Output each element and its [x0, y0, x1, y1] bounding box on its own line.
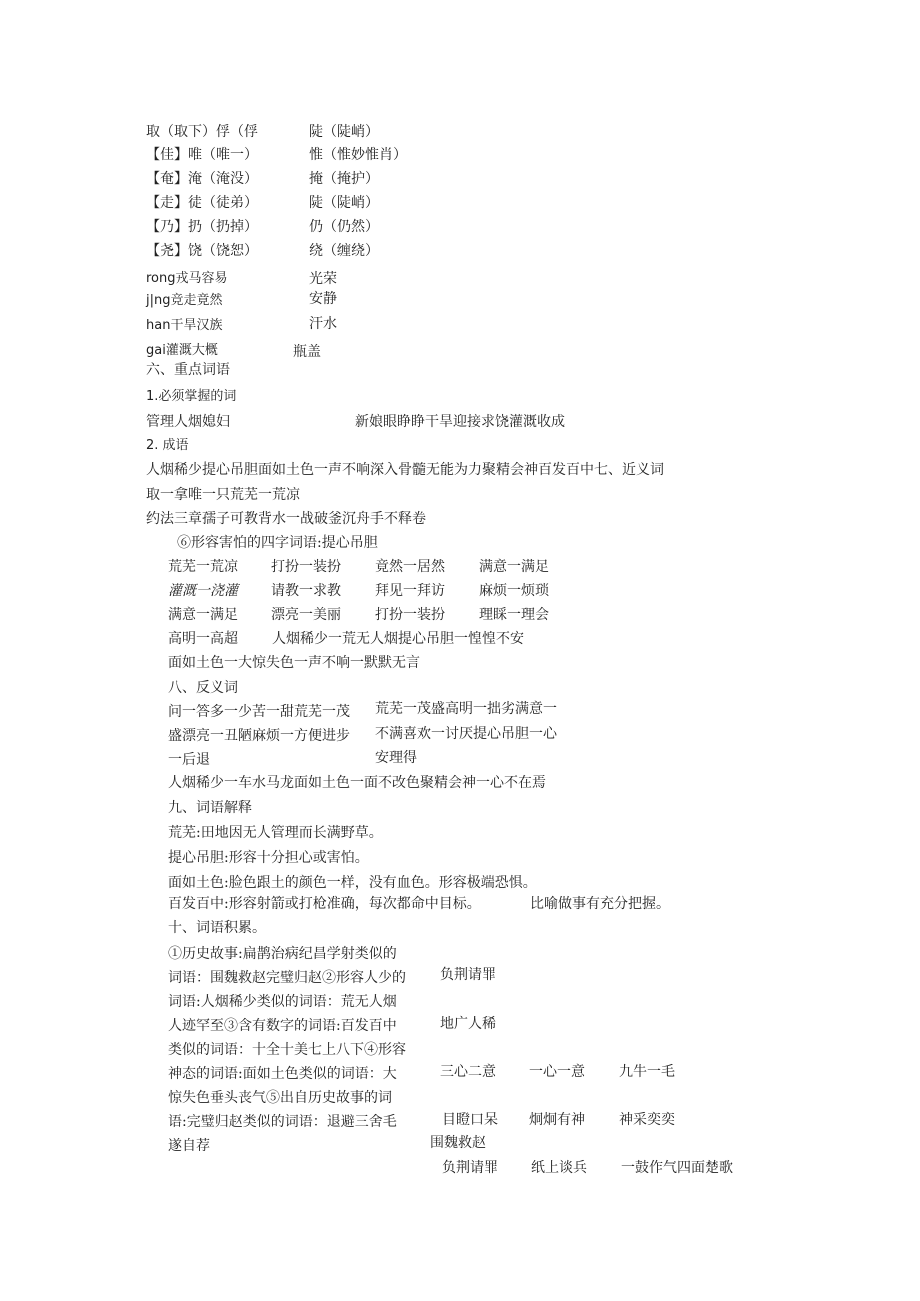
synonym-pair: 拜见一拜访: [375, 583, 445, 599]
accumulation-line-1: ①历史故事:扁鹊治病纪昌学射类似的: [168, 946, 397, 962]
extra-word: 炯炯有神: [529, 1112, 585, 1128]
section-6-sub2: 2. 成语: [146, 438, 189, 453]
accumulation-line-7: 惊失色垂头丧气⑤出自历史故事的词: [168, 1090, 392, 1106]
pair-left-3: 【奄】淹（淹没）: [146, 171, 258, 187]
synonym-pair: 荒芜一荒凉: [168, 559, 238, 575]
extra-word: 目瞪口呆: [442, 1112, 498, 1128]
definition-2: 提心吊胆:形容十分担心或害怕。: [168, 850, 369, 866]
pinyin-right-3: 汗水: [309, 316, 337, 332]
pair-left-2: 【佳】唯（唯一）: [146, 147, 258, 163]
idioms-line-3: 约法三章孺子可教背水一战破釜沉舟手不释卷: [146, 511, 426, 527]
synonym-line: 人烟稀少一荒无人烟提心吊胆一惶惶不安: [272, 631, 524, 647]
definition-3: 面如土色:脸色跟土的颜色一样，没有血色。形容极端恐惧。: [168, 875, 537, 891]
antonym-left-2: 盛漂亮一丑陋麻烦一方便进步: [168, 728, 350, 744]
fear-words: ⑥形容害怕的四字词语:提心吊胆: [177, 535, 378, 551]
section-6-sub1: 1.必须掌握的词: [146, 389, 237, 404]
antonym-right-2: 不满喜欢一讨厌提心吊胆一心: [375, 726, 557, 742]
synonym-pair: 理睬一理会: [479, 607, 549, 623]
extra-word: 九牛一毛: [619, 1064, 675, 1080]
synonym-pair: 打扮一装扮: [375, 607, 445, 623]
extra-word: 围魏救赵: [430, 1135, 486, 1151]
pinyin-left-3: han干旱汉族: [146, 318, 223, 333]
antonym-left-1: 问一答多一少苦一甜荒芜一茂: [168, 704, 350, 720]
pair-right-1: 陡（陡峭）: [309, 124, 379, 140]
pinyin-left-2: j|ng竞走竟然: [146, 293, 223, 308]
pinyin-right-4: 瓶盖: [293, 344, 321, 360]
synonym-pair: 满意一满足: [479, 559, 549, 575]
accumulation-line-8: 语:完璧归赵类似的词语：退避三舍毛: [168, 1114, 397, 1130]
extra-word: 负荆请罪: [442, 1160, 498, 1176]
extra-word: 一心一意: [529, 1064, 585, 1080]
synonym-pair: 高明一高超: [168, 631, 238, 647]
section-10-heading: 十、词语积累。: [168, 920, 266, 936]
accumulation-line-5: 类似的词语：十全十美七上八下④形容: [168, 1042, 406, 1058]
accumulation-line-4: 人迹罕至③含有数字的词语:百发百中: [168, 1018, 397, 1034]
pinyin-right-1: 光荣: [309, 271, 337, 287]
extra-word: 一鼓作气四面楚歌: [621, 1160, 733, 1176]
idioms-line-1: 人烟稀少提心吊胆面如土色一声不响深入骨髓无能为力聚精会神百发百中七、近义词: [146, 462, 664, 478]
pair-right-4: 陡（陡峭）: [309, 195, 379, 211]
synonym-pair: 满意一满足: [168, 607, 238, 623]
pair-right-5: 仍（仍然）: [309, 219, 379, 235]
antonym-right-1: 荒芜一茂盛高明一拙劣满意一: [375, 701, 557, 717]
definition-4: 百发百中:形容射箭或打枪准确，每次都命中目标。: [168, 896, 481, 912]
extra-word: 负荆请罪: [440, 967, 496, 983]
accumulation-line-2: 词语：围魏救赵完璧归赵②形容人少的: [168, 970, 406, 986]
pair-right-2: 惟（惟妙惟肖）: [309, 147, 407, 163]
pinyin-left-4: gai灌溉大概: [146, 343, 218, 358]
pinyin-left-1: rong戎马容易: [146, 271, 228, 286]
key-words-right: 新娘眼睁睁干旱迎接求饶灌溉收成: [355, 414, 565, 430]
antonym-right-3: 安理得: [375, 750, 417, 766]
pair-right-6: 绕（缠绕）: [309, 243, 379, 259]
synonym-line: 面如土色一大惊失色一声不响一默默无言: [168, 655, 420, 671]
section-9-heading: 九、词语解释: [168, 800, 252, 816]
synonym-pair: 灌溉一浇灌: [168, 583, 238, 599]
pair-left-1: 取（取下）俘（俘: [146, 124, 258, 140]
pair-left-6: 【尧】饶（饶恕）: [146, 243, 258, 259]
accumulation-line-9: 遂自荐: [168, 1138, 210, 1154]
synonym-pair: 麻烦一烦琐: [479, 583, 549, 599]
synonym-pair: 打扮一装扮: [271, 559, 341, 575]
antonym-left-3: 一后退: [168, 752, 210, 768]
section-8-heading: 八、反义词: [168, 680, 238, 696]
synonym-pair: 竟然一居然: [375, 559, 445, 575]
pair-left-4: 【走】徒（徒弟）: [146, 195, 258, 211]
definition-1: 荒芜:田地因无人管理而长满野草。: [168, 825, 383, 841]
pinyin-right-2: 安静: [309, 291, 337, 307]
accumulation-line-3: 词语:人烟稀少类似的词语：荒无人烟: [168, 994, 397, 1010]
extra-word: 神采奕奕: [619, 1112, 675, 1128]
synonym-pair: 请教一求教: [271, 583, 341, 599]
synonym-pair: 漂亮一美丽: [271, 607, 341, 623]
definition-4-metaphor: 比喻做事有充分把握。: [530, 896, 670, 912]
antonym-line-4: 人烟稀少一车水马龙面如土色一面不改色聚精会神一心不在焉: [168, 775, 546, 791]
pair-right-3: 掩（掩护）: [309, 171, 379, 187]
extra-word: 三心二意: [440, 1064, 496, 1080]
pair-left-5: 【乃】扔（扔掉）: [146, 219, 258, 235]
extra-word: 地广人稀: [440, 1016, 496, 1032]
section-6-heading: 六、重点词语: [146, 362, 230, 378]
idioms-line-2: 取一拿唯一只荒芜一荒凉: [146, 487, 300, 503]
accumulation-line-6: 神态的词语:面如土色类似的词语：大: [168, 1066, 397, 1082]
key-words-left: 管理人烟媳妇: [146, 414, 230, 430]
extra-word: 纸上谈兵: [531, 1160, 587, 1176]
